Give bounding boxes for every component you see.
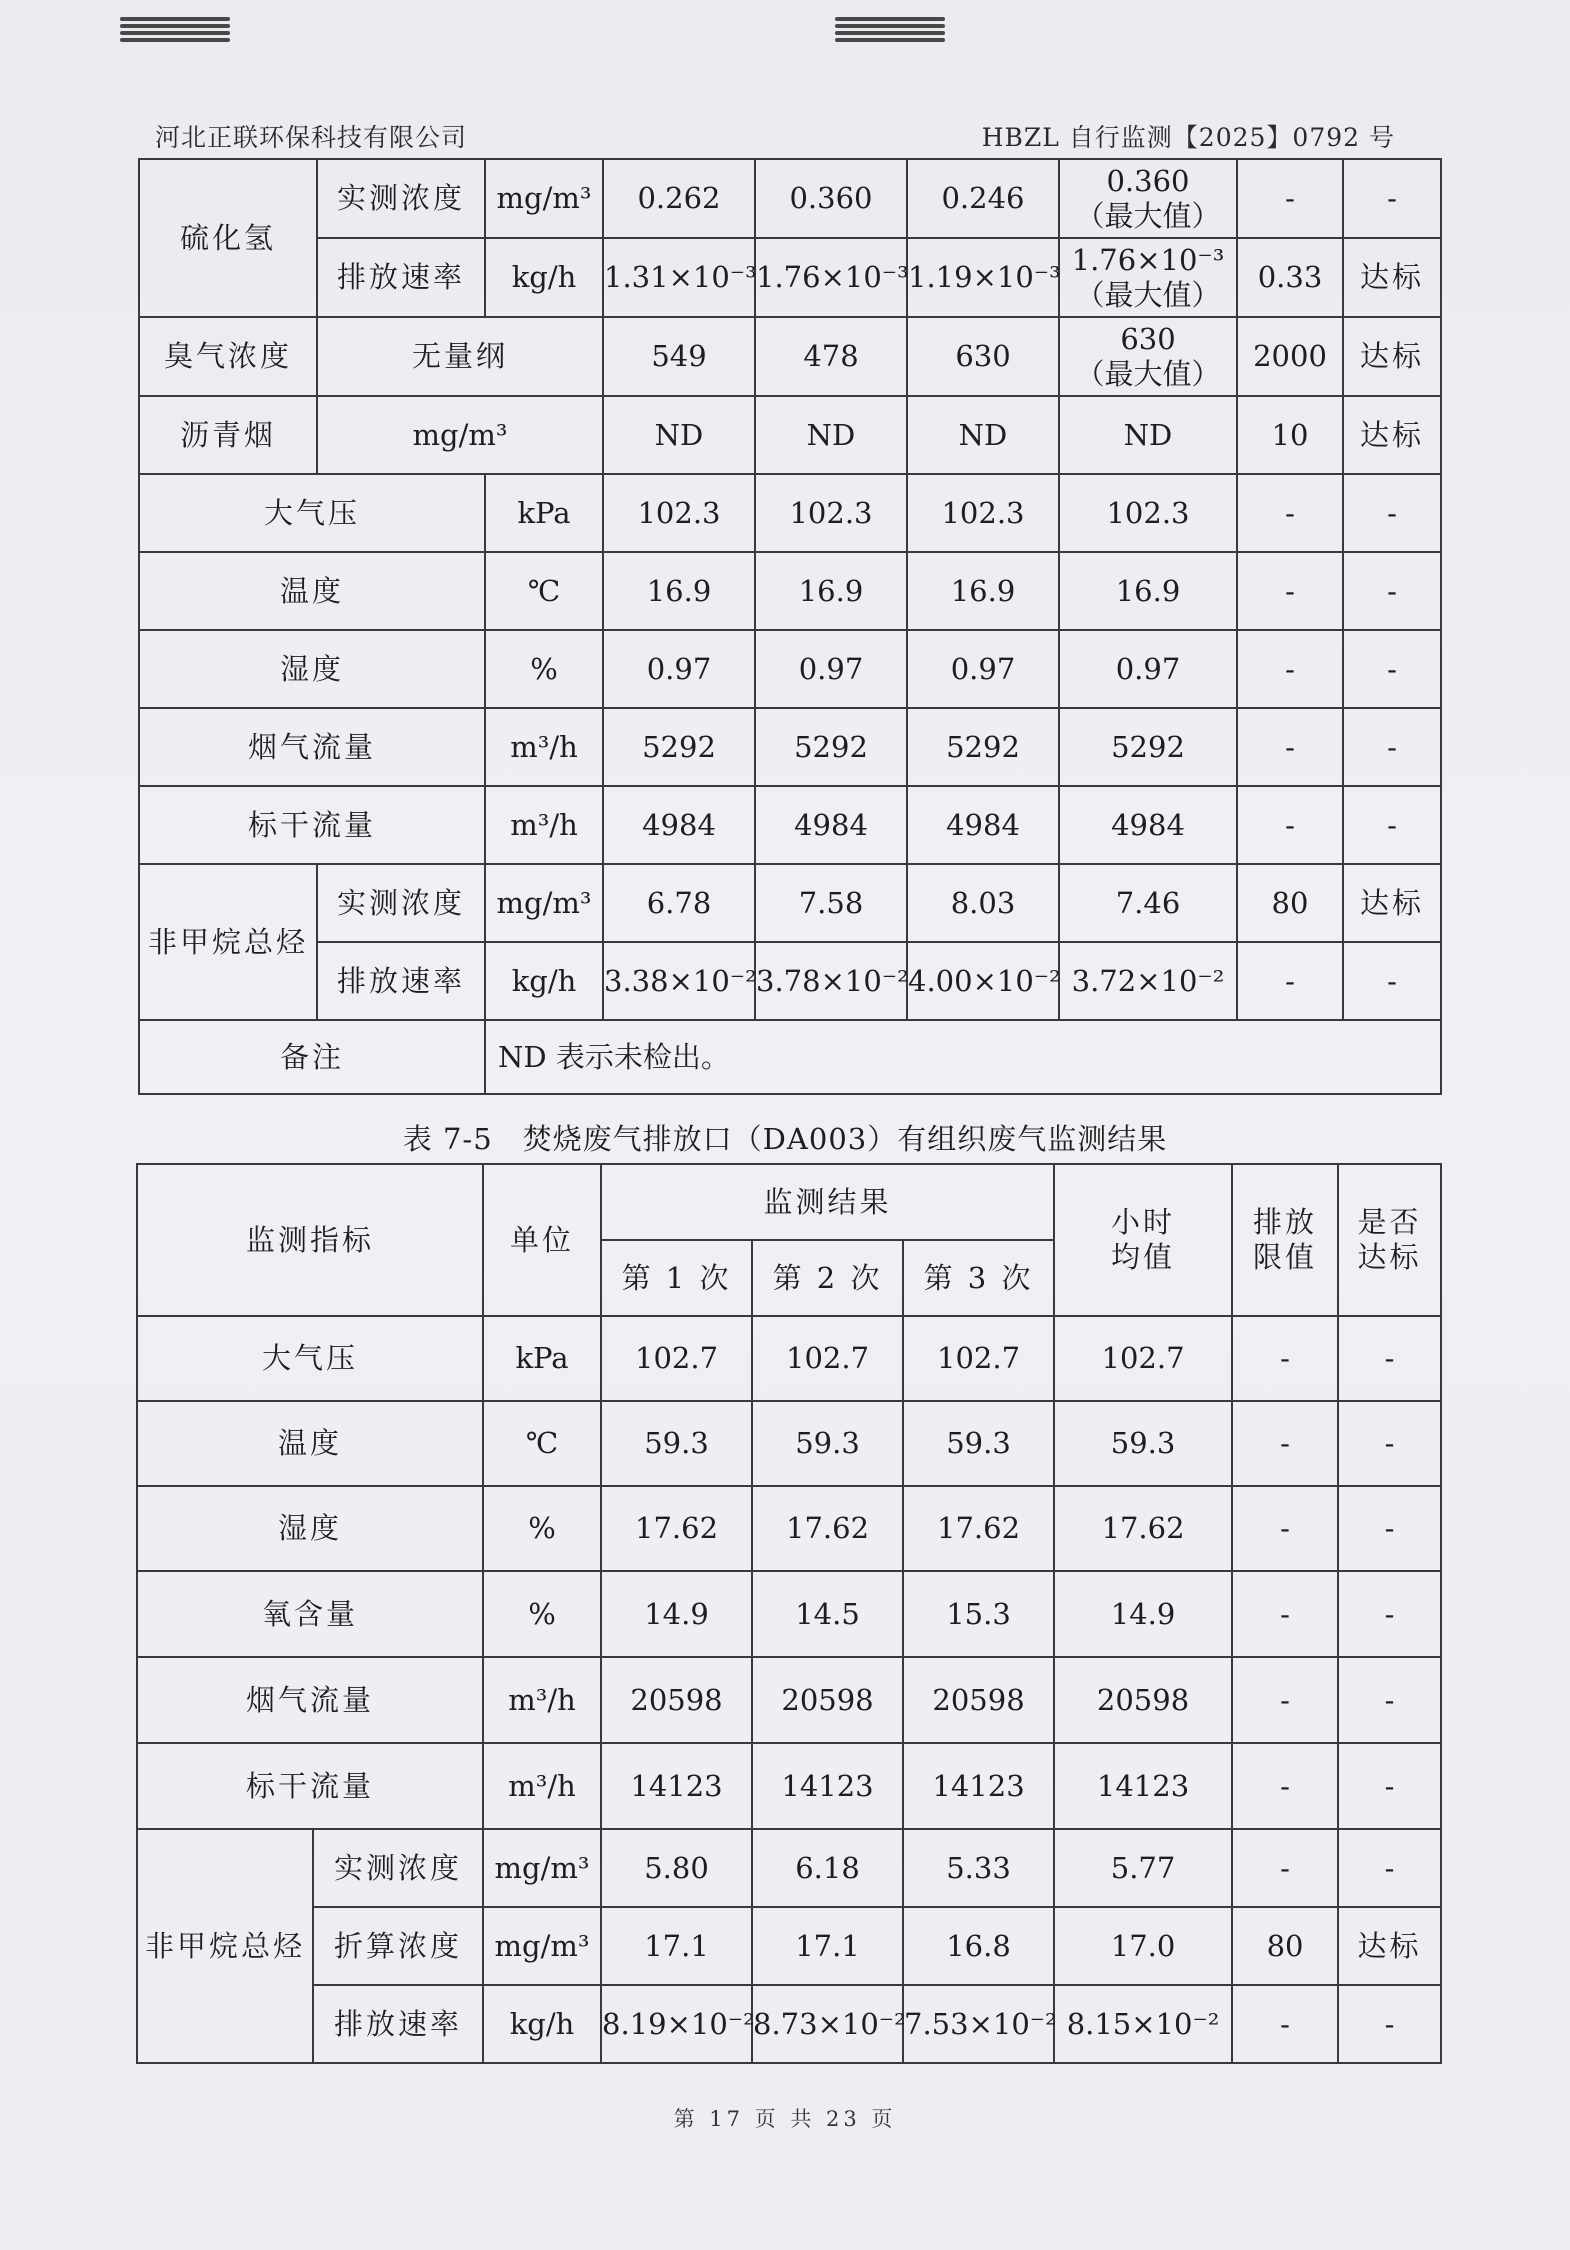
compliance-cell: - xyxy=(1343,474,1441,552)
table-row xyxy=(139,864,1441,942)
value-cell: 0.97 xyxy=(907,630,1059,708)
value-cell: 17.62 xyxy=(752,1486,903,1571)
table-row xyxy=(139,552,1441,630)
compliance-cell: - xyxy=(1343,630,1441,708)
value-cell: 59.3 xyxy=(601,1401,752,1486)
value-cell: 0.246 xyxy=(907,159,1059,238)
binding-hole-mark-left xyxy=(120,14,230,58)
value-cell: 14.5 xyxy=(752,1571,903,1657)
value-cell: 59.3 xyxy=(903,1401,1054,1486)
table-row xyxy=(137,1743,1441,1829)
unit-cell: ℃ xyxy=(485,552,603,630)
value-cell: 17.62 xyxy=(601,1486,752,1571)
indicator-cell: 硫化氢 xyxy=(139,159,317,317)
column-header-hour-average: 小时 均值 xyxy=(1054,1164,1232,1316)
table-row xyxy=(139,630,1441,708)
unit-cell: % xyxy=(483,1571,601,1657)
unit-cell: mg/m³ xyxy=(485,864,603,942)
limit-cell: - xyxy=(1237,942,1343,1020)
table-row xyxy=(137,1401,1441,1486)
column-header-limit: 排放 限值 xyxy=(1232,1164,1338,1316)
table-row xyxy=(139,238,1441,317)
compliance-cell: 达标 xyxy=(1343,317,1441,396)
value-cell: 16.9 xyxy=(603,552,755,630)
limit-cell: 80 xyxy=(1232,1907,1338,1985)
column-header-unit: 单位 xyxy=(483,1164,601,1316)
value-cell: ND xyxy=(907,396,1059,474)
column-header-compliance: 是否 达标 xyxy=(1338,1164,1441,1316)
value-cell: 16.9 xyxy=(907,552,1059,630)
limit-cell: - xyxy=(1232,1316,1338,1401)
average-cell: 59.3 xyxy=(1054,1401,1232,1486)
sub-indicator-cell: 排放速率 xyxy=(317,942,485,1020)
value-cell: 7.58 xyxy=(755,864,907,942)
table-row xyxy=(137,1316,1441,1401)
column-header-run-1: 第 1 次 xyxy=(601,1240,752,1316)
table-row xyxy=(137,1985,1441,2063)
value-cell: 17.1 xyxy=(601,1907,752,1985)
value-cell: 4984 xyxy=(907,786,1059,864)
average-cell: 4984 xyxy=(1059,786,1237,864)
unit-cell: % xyxy=(483,1486,601,1571)
limit-cell: - xyxy=(1232,1829,1338,1907)
unit-cell: mg/m³ xyxy=(317,396,603,474)
sub-indicator-cell: 折算浓度 xyxy=(313,1907,483,1985)
value-cell: 17.62 xyxy=(903,1486,1054,1571)
indicator-cell: 湿度 xyxy=(137,1486,483,1571)
value-cell: 5292 xyxy=(603,708,755,786)
limit-cell: - xyxy=(1232,1486,1338,1571)
value-cell: 16.8 xyxy=(903,1907,1054,1985)
value-cell: 14.9 xyxy=(601,1571,752,1657)
table-row xyxy=(139,317,1441,396)
value-cell: 102.3 xyxy=(755,474,907,552)
value-cell: 102.7 xyxy=(752,1316,903,1401)
average-cell: 14123 xyxy=(1054,1743,1232,1829)
compliance-cell: - xyxy=(1338,1829,1441,1907)
average-cell: 1.76×10⁻³ （最大值） xyxy=(1059,238,1237,317)
table-row xyxy=(137,1829,1441,1907)
compliance-cell: 达标 xyxy=(1343,864,1441,942)
value-cell: 102.3 xyxy=(603,474,755,552)
unit-cell: m³/h xyxy=(485,708,603,786)
compliance-cell: - xyxy=(1338,1743,1441,1829)
company-name: 河北正联环保科技有限公司 xyxy=(155,123,468,152)
unit-cell: ℃ xyxy=(483,1401,601,1486)
limit-cell: - xyxy=(1237,159,1343,238)
remark-text: ND 表示未检出。 xyxy=(485,1020,1441,1094)
value-cell: 5292 xyxy=(755,708,907,786)
indicator-cell: 氧含量 xyxy=(137,1571,483,1657)
table-row xyxy=(137,1657,1441,1743)
indicator-cell: 大气压 xyxy=(139,474,485,552)
average-cell: 630 （最大值） xyxy=(1059,317,1237,396)
value-cell: 5292 xyxy=(907,708,1059,786)
table-caption: 表 7-5 焚烧废气排放口（DA003）有组织废气监测结果 xyxy=(402,1122,1168,1156)
indicator-cell: 烟气流量 xyxy=(139,708,485,786)
compliance-cell: 达标 xyxy=(1343,396,1441,474)
results-table-continued xyxy=(138,158,1442,1095)
value-cell: 3.38×10⁻² xyxy=(603,942,755,1020)
table-row xyxy=(139,942,1441,1020)
value-cell: 1.76×10⁻³ xyxy=(755,238,907,317)
indicator-cell: 温度 xyxy=(137,1401,483,1486)
average-cell: 0.360 （最大值） xyxy=(1059,159,1237,238)
table-row xyxy=(139,708,1441,786)
value-cell: 20598 xyxy=(601,1657,752,1743)
limit-cell: - xyxy=(1237,630,1343,708)
value-cell: 4.00×10⁻² xyxy=(907,942,1059,1020)
sub-indicator-cell: 实测浓度 xyxy=(317,159,485,238)
value-cell: 8.73×10⁻² xyxy=(752,1985,903,2063)
value-cell: 0.262 xyxy=(603,159,755,238)
value-cell: 20598 xyxy=(903,1657,1054,1743)
value-cell: 7.53×10⁻² xyxy=(903,1985,1054,2063)
value-cell: 6.18 xyxy=(752,1829,903,1907)
indicator-cell: 臭气浓度 xyxy=(139,317,317,396)
column-header-run-3: 第 3 次 xyxy=(903,1240,1054,1316)
column-header-indicator: 监测指标 xyxy=(137,1164,483,1316)
compliance-cell: - xyxy=(1338,1316,1441,1401)
compliance-cell: - xyxy=(1338,1985,1441,2063)
unit-cell: kPa xyxy=(483,1316,601,1401)
limit-cell: - xyxy=(1232,1571,1338,1657)
indicator-cell: 非甲烷总烃 xyxy=(137,1829,313,2063)
indicator-cell: 非甲烷总烃 xyxy=(139,864,317,1020)
value-cell: 3.78×10⁻² xyxy=(755,942,907,1020)
sub-indicator-cell: 排放速率 xyxy=(313,1985,483,2063)
value-cell: ND xyxy=(755,396,907,474)
page-header xyxy=(155,118,1395,154)
unit-cell: 无量纲 xyxy=(317,317,603,396)
value-cell: 59.3 xyxy=(752,1401,903,1486)
sub-indicator-cell: 排放速率 xyxy=(317,238,485,317)
compliance-cell: - xyxy=(1343,552,1441,630)
average-cell: 16.9 xyxy=(1059,552,1237,630)
binding-hole-mark-right xyxy=(835,14,945,58)
compliance-cell: 达标 xyxy=(1338,1907,1441,1985)
value-cell: 549 xyxy=(603,317,755,396)
unit-cell: kg/h xyxy=(483,1985,601,2063)
compliance-cell: - xyxy=(1338,1401,1441,1486)
unit-cell: m³/h xyxy=(485,786,603,864)
column-header-run-2: 第 2 次 xyxy=(752,1240,903,1316)
value-cell: 14123 xyxy=(903,1743,1054,1829)
table-row xyxy=(139,396,1441,474)
average-cell: 17.0 xyxy=(1054,1907,1232,1985)
value-cell: 15.3 xyxy=(903,1571,1054,1657)
unit-cell: kg/h xyxy=(485,238,603,317)
sub-indicator-cell: 实测浓度 xyxy=(313,1829,483,1907)
value-cell: 20598 xyxy=(752,1657,903,1743)
table-row xyxy=(139,159,1441,238)
average-cell: 7.46 xyxy=(1059,864,1237,942)
unit-cell: kPa xyxy=(485,474,603,552)
average-cell: 102.7 xyxy=(1054,1316,1232,1401)
value-cell: 0.360 xyxy=(755,159,907,238)
indicator-cell: 标干流量 xyxy=(139,786,485,864)
value-cell: 5.80 xyxy=(601,1829,752,1907)
compliance-cell: - xyxy=(1338,1657,1441,1743)
unit-cell: m³/h xyxy=(483,1657,601,1743)
limit-cell: - xyxy=(1237,552,1343,630)
value-cell: 102.3 xyxy=(907,474,1059,552)
sub-indicator-cell: 实测浓度 xyxy=(317,864,485,942)
limit-cell: - xyxy=(1232,1657,1338,1743)
average-cell: 0.97 xyxy=(1059,630,1237,708)
remark-label: 备注 xyxy=(139,1020,485,1094)
unit-cell: mg/m³ xyxy=(485,159,603,238)
limit-cell: - xyxy=(1232,1985,1338,2063)
indicator-cell: 沥青烟 xyxy=(139,396,317,474)
table-header-row xyxy=(137,1164,1441,1240)
average-cell: 3.72×10⁻² xyxy=(1059,942,1237,1020)
compliance-cell: - xyxy=(1338,1571,1441,1657)
average-cell: 14.9 xyxy=(1054,1571,1232,1657)
table-row xyxy=(137,1571,1441,1657)
value-cell: 16.9 xyxy=(755,552,907,630)
average-cell: 5.77 xyxy=(1054,1829,1232,1907)
average-cell: 102.3 xyxy=(1059,474,1237,552)
value-cell: 14123 xyxy=(752,1743,903,1829)
value-cell: 102.7 xyxy=(903,1316,1054,1401)
unit-cell: mg/m³ xyxy=(483,1907,601,1985)
value-cell: 8.03 xyxy=(907,864,1059,942)
value-cell: 14123 xyxy=(601,1743,752,1829)
average-cell: 5292 xyxy=(1059,708,1237,786)
limit-cell: - xyxy=(1232,1401,1338,1486)
compliance-cell: 达标 xyxy=(1343,238,1441,317)
value-cell: 4984 xyxy=(755,786,907,864)
report-number: HBZL 自行监测【2025】0792 号 xyxy=(981,123,1395,152)
value-cell: 0.97 xyxy=(603,630,755,708)
value-cell: 1.31×10⁻³ xyxy=(603,238,755,317)
value-cell: 102.7 xyxy=(601,1316,752,1401)
limit-cell: 80 xyxy=(1237,864,1343,942)
indicator-cell: 标干流量 xyxy=(137,1743,483,1829)
compliance-cell: - xyxy=(1343,159,1441,238)
compliance-cell: - xyxy=(1343,786,1441,864)
table-row xyxy=(137,1486,1441,1571)
value-cell: 4984 xyxy=(603,786,755,864)
unit-cell: % xyxy=(485,630,603,708)
limit-cell: 0.33 xyxy=(1237,238,1343,317)
unit-cell: m³/h xyxy=(483,1743,601,1829)
indicator-cell: 大气压 xyxy=(137,1316,483,1401)
indicator-cell: 烟气流量 xyxy=(137,1657,483,1743)
value-cell: 478 xyxy=(755,317,907,396)
limit-cell: - xyxy=(1237,474,1343,552)
average-cell: 8.15×10⁻² xyxy=(1054,1985,1232,2063)
limit-cell: 10 xyxy=(1237,396,1343,474)
average-cell: 20598 xyxy=(1054,1657,1232,1743)
limit-cell: 2000 xyxy=(1237,317,1343,396)
indicator-cell: 温度 xyxy=(139,552,485,630)
value-cell: 5.33 xyxy=(903,1829,1054,1907)
table-row xyxy=(137,1907,1441,1985)
value-cell: 630 xyxy=(907,317,1059,396)
value-cell: 6.78 xyxy=(603,864,755,942)
page-number: 第 17 页 共 23 页 xyxy=(673,2107,897,2131)
limit-cell: - xyxy=(1237,708,1343,786)
value-cell: 8.19×10⁻² xyxy=(601,1985,752,2063)
limit-cell: - xyxy=(1237,786,1343,864)
table-row xyxy=(139,786,1441,864)
average-cell: ND xyxy=(1059,396,1237,474)
column-header-results: 监测结果 xyxy=(601,1164,1054,1240)
unit-cell: mg/m³ xyxy=(483,1829,601,1907)
average-cell: 17.62 xyxy=(1054,1486,1232,1571)
value-cell: 0.97 xyxy=(755,630,907,708)
value-cell: ND xyxy=(603,396,755,474)
value-cell: 17.1 xyxy=(752,1907,903,1985)
limit-cell: - xyxy=(1232,1743,1338,1829)
results-table-da003 xyxy=(136,1163,1442,2064)
value-cell: 1.19×10⁻³ xyxy=(907,238,1059,317)
compliance-cell: - xyxy=(1338,1486,1441,1571)
table-row xyxy=(139,474,1441,552)
compliance-cell: - xyxy=(1343,708,1441,786)
unit-cell: kg/h xyxy=(485,942,603,1020)
compliance-cell: - xyxy=(1343,942,1441,1020)
indicator-cell: 湿度 xyxy=(139,630,485,708)
table-row xyxy=(139,1020,1441,1094)
